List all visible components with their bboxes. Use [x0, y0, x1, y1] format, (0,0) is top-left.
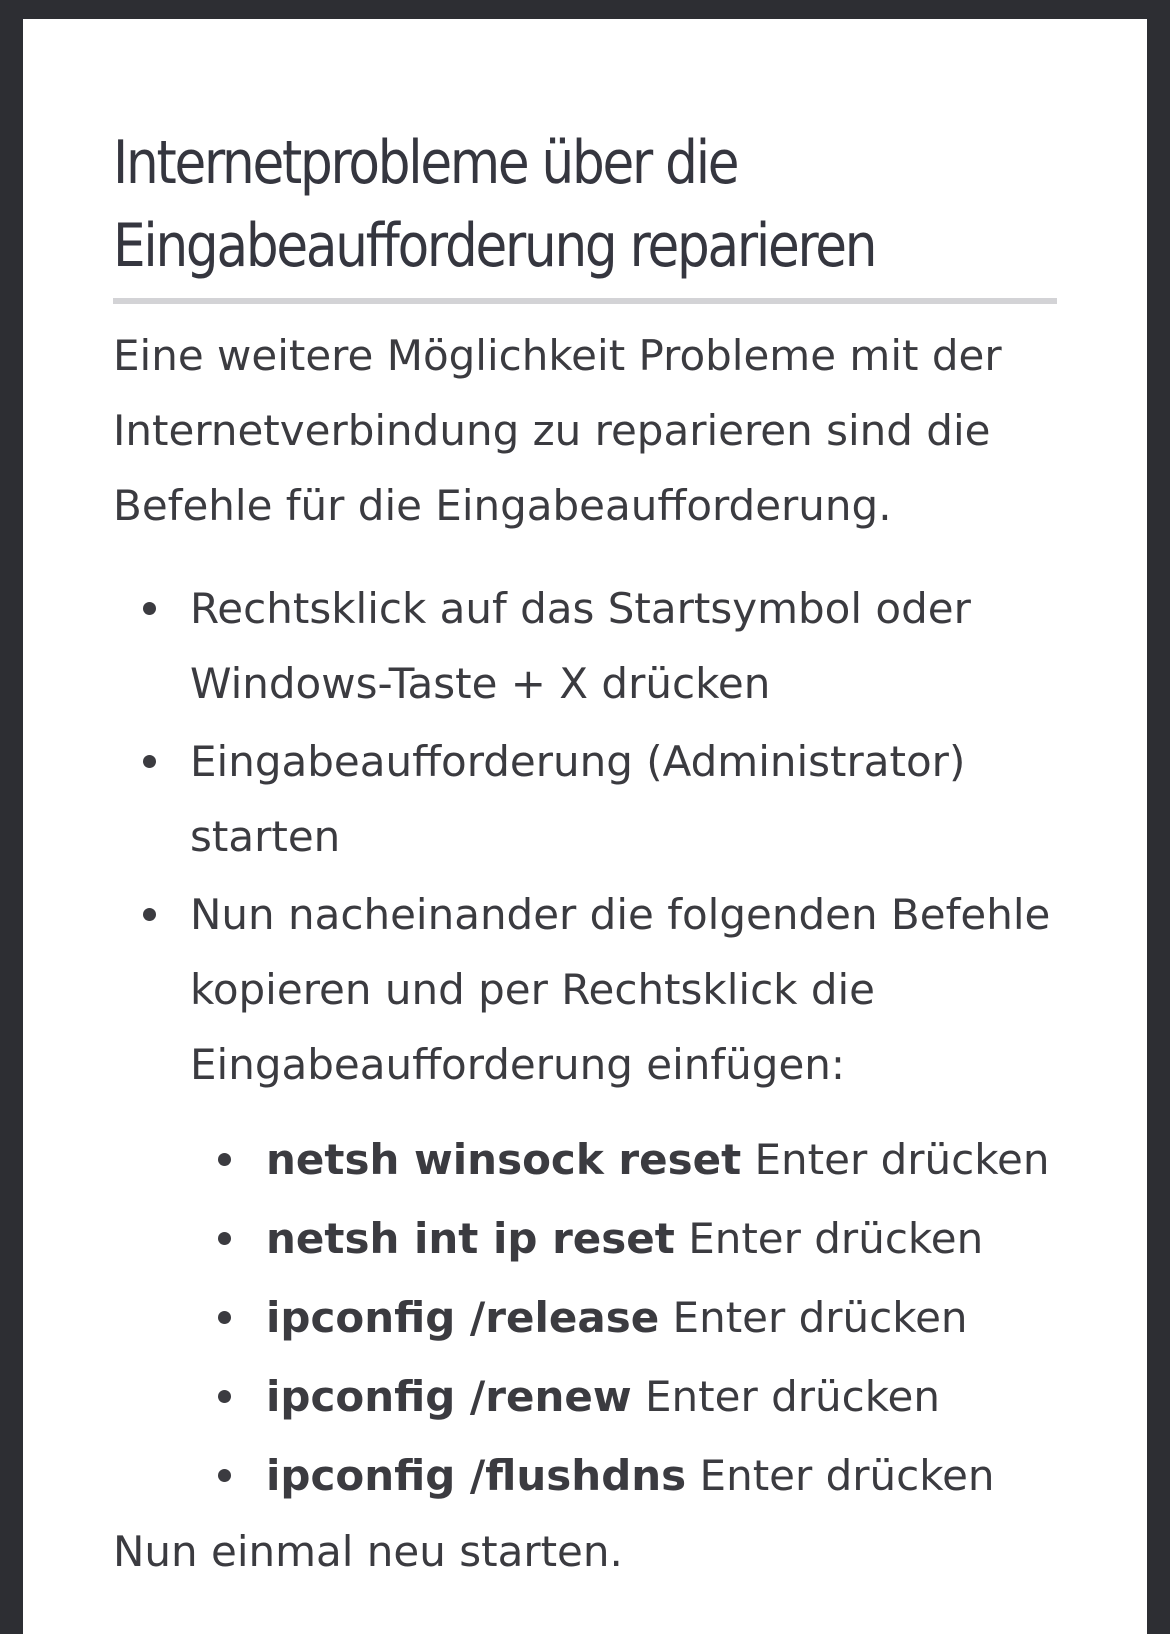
list-item-command: [190, 1436, 1057, 1515]
bullet-icon: [218, 1469, 231, 1482]
bullet-icon: [143, 602, 156, 615]
bullet-icon: [143, 755, 156, 768]
command-action: Enter drücken: [645, 1372, 941, 1421]
bullet-icon: [218, 1232, 231, 1245]
article-title: [113, 19, 1059, 288]
bullet-icon: [218, 1311, 231, 1324]
command-action: Enter drücken: [672, 1293, 968, 1342]
article-page: [23, 19, 1147, 1634]
intro-paragraph: Eine weitere Möglichkeit Probleme mit der Internetverbindung zu reparieren sind die Befehle für die Eingabeaufforderung.: [113, 331, 1002, 530]
list-item-step-3: [113, 877, 1057, 1515]
bullet-icon: [218, 1153, 231, 1166]
step-text: Rechtsklick auf das Startsymbol oder Windows-Taste + X drücken: [190, 584, 971, 708]
step-text: Eingabeaufforderung (Administrator) starten: [190, 737, 966, 861]
step-text: Nun nacheinander die folgenden Befehle kopieren und per Rechtsklick die Eingabeaufforderung einfügen:: [190, 890, 1051, 1089]
outro-paragraph: Nun einmal neu starten.: [113, 1527, 623, 1576]
command-action: Enter drücken: [688, 1214, 984, 1263]
command-action: Enter drücken: [754, 1135, 1050, 1184]
commands-list: [190, 1120, 1057, 1515]
command-text: netsh int ip reset: [266, 1214, 675, 1263]
command-text: ipconfig /renew: [266, 1372, 632, 1421]
steps-list: [113, 571, 1057, 1515]
title-underline-divider: [113, 298, 1057, 304]
list-item-command: [190, 1120, 1057, 1199]
list-item-step-1: [113, 571, 1057, 721]
list-item-command: [190, 1278, 1057, 1357]
article-title-line-2: Eingabeaufforderung reparieren: [113, 211, 876, 281]
bullet-icon: [143, 908, 156, 921]
command-action: Enter drücken: [699, 1451, 995, 1500]
article-title-line-1: Internetprobleme über die: [113, 128, 738, 198]
list-item-command: [190, 1199, 1057, 1278]
bullet-icon: [218, 1390, 231, 1403]
command-text: netsh winsock reset: [266, 1135, 742, 1184]
command-text: ipconfig /flushdns: [266, 1451, 687, 1500]
command-text: ipconfig /release: [266, 1293, 660, 1342]
list-item-step-2: [113, 724, 1057, 874]
list-item-command: [190, 1357, 1057, 1436]
